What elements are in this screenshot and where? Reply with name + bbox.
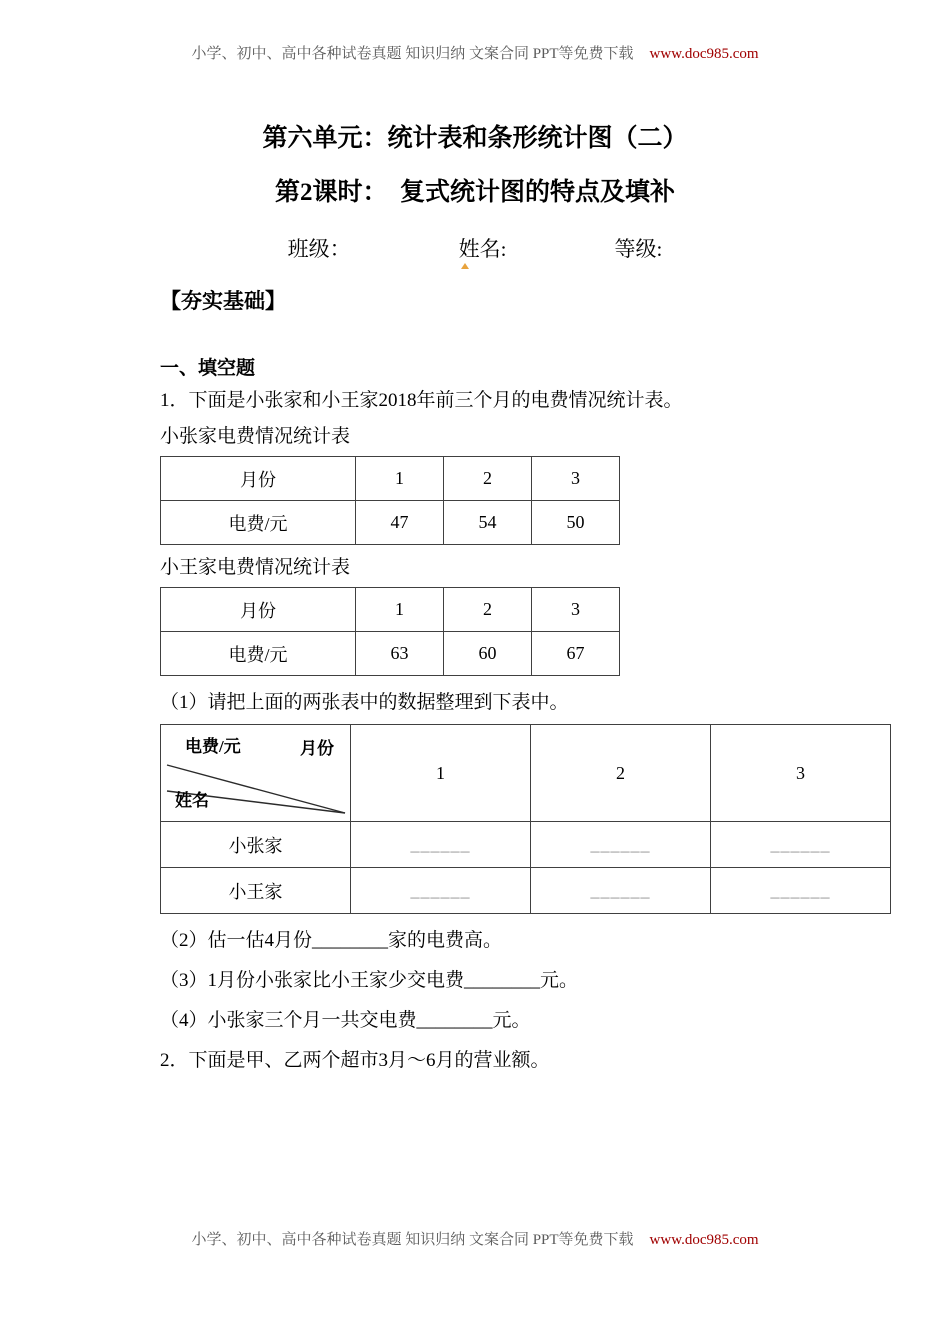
q1-sub4: （4）小张家三个月一共交电费________元。	[160, 1010, 531, 1031]
combined-table	[160, 724, 891, 914]
table-row	[161, 457, 620, 501]
table-cell: 67	[532, 632, 620, 676]
corner-label-month: 月份	[300, 739, 334, 758]
table-row	[161, 822, 891, 868]
table-cell: 47	[356, 501, 444, 545]
question-type-heading: 一、填空题	[160, 358, 256, 379]
q2-intro: 2．下面是甲、乙两个超市3月～6月的营业额。	[160, 1050, 550, 1071]
table-cell: 3	[532, 457, 620, 501]
table-row	[161, 588, 620, 632]
unit-title: 第六单元：统计表和条形统计图（二）	[262, 125, 688, 152]
table-cell: 1	[356, 588, 444, 632]
page-header	[0, 42, 950, 63]
corner-label-name: 姓名	[175, 791, 209, 810]
blank-answer-cell[interactable]: ______	[711, 822, 891, 868]
column-header: 1	[351, 725, 531, 822]
diagonal-header-cell	[161, 725, 351, 822]
table-cell: 月份	[161, 588, 356, 632]
footer-url-link[interactable]: www.doc985.com	[649, 1232, 759, 1248]
lesson-title: 第2课时： 复式统计图的特点及填补	[274, 179, 675, 206]
corner-label-fee: 电费/元	[185, 737, 241, 756]
table-cell: 3	[532, 588, 620, 632]
name-label-text: 姓名:	[458, 237, 507, 261]
table-row	[161, 868, 891, 914]
q1-sub2: （2）估一估4月份________家的电费高。	[160, 930, 503, 951]
q1-intro: 1．下面是小张家和小王家2018年前三个月的电费情况统计表。	[160, 390, 683, 411]
column-header: 3	[711, 725, 891, 822]
blank-answer-cell[interactable]: ______	[351, 822, 531, 868]
wang-family-table	[160, 587, 620, 676]
blank-answer-cell[interactable]: ______	[531, 868, 711, 914]
class-label: 班级：	[287, 237, 351, 261]
content-column	[0, 286, 950, 1074]
header-text: 小学、初中、高中各种试卷真题 知识归纳 文案合同 PPT等免费下载	[191, 46, 634, 62]
table-cell: 60	[444, 632, 532, 676]
zhang-family-table	[160, 456, 620, 545]
grade-label: 等级:	[614, 237, 663, 261]
row-label: 小张家	[161, 822, 351, 868]
table-cell: 50	[532, 501, 620, 545]
titles-block	[0, 0, 950, 264]
table-cell: 1	[356, 457, 444, 501]
name-label	[459, 234, 507, 264]
blank-answer-cell[interactable]: ______	[351, 868, 531, 914]
table-cell: 2	[444, 457, 532, 501]
blank-answer-cell[interactable]: ______	[711, 868, 891, 914]
table-cell: 2	[444, 588, 532, 632]
row-label: 小王家	[161, 868, 351, 914]
table-cell: 月份	[161, 457, 356, 501]
q1-sub1: （1）请把上面的两张表中的数据整理到下表中。	[160, 692, 569, 713]
proofing-mark-icon	[461, 263, 469, 269]
table-row	[161, 501, 620, 545]
header-url-link[interactable]: www.doc985.com	[649, 46, 759, 62]
table1-caption: 小张家电费情况统计表	[160, 426, 351, 447]
page-footer	[0, 1228, 950, 1249]
table-cell: 电费/元	[161, 501, 356, 545]
table-cell: 电费/元	[161, 632, 356, 676]
table-row	[161, 632, 620, 676]
footer-text: 小学、初中、高中各种试卷真题 知识归纳 文案合同 PPT等免费下载	[191, 1232, 634, 1248]
table-cell: 63	[356, 632, 444, 676]
student-info-line	[0, 234, 950, 264]
column-header: 2	[531, 725, 711, 822]
table-cell: 54	[444, 501, 532, 545]
q1-sub3: （3）1月份小张家比小王家少交电费________元。	[160, 970, 579, 991]
blank-answer-cell[interactable]: ______	[531, 822, 711, 868]
section-title: 【夯实基础】	[160, 289, 286, 313]
table-row	[161, 725, 891, 822]
table2-caption: 小王家电费情况统计表	[160, 557, 351, 578]
